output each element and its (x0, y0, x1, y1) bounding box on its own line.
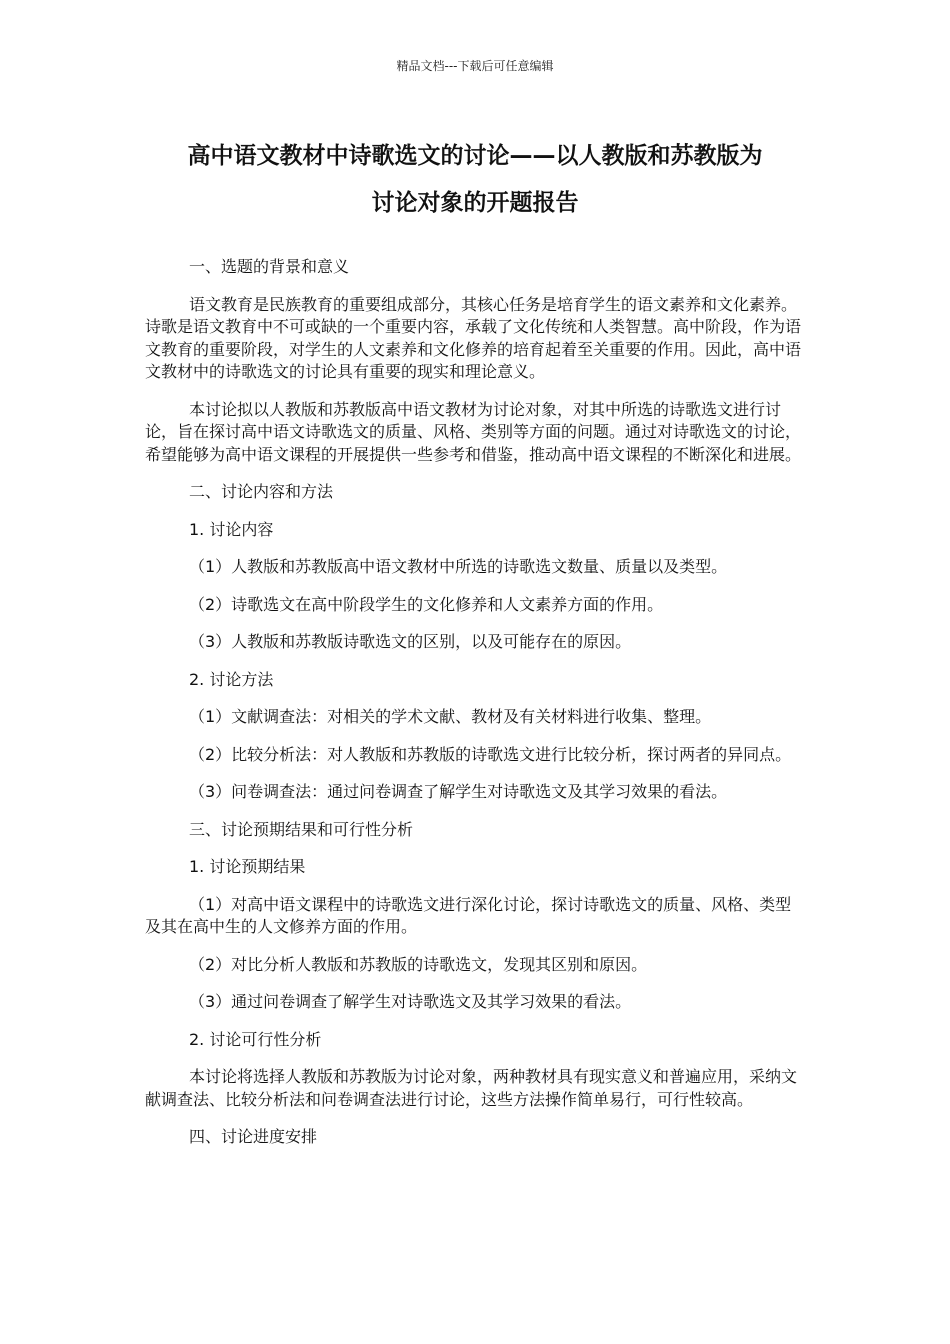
document-title (80, 133, 870, 227)
subsection-heading: 2. 讨论可行性分析 (189, 1029, 322, 1049)
list-item: （1）人教版和苏教版高中语文教材中所选的诗歌选文数量、质量以及类型。 (189, 557, 728, 576)
paragraph: 语文教育是民族教育的重要组成部分，其核心任务是培育学生的语文素养和文化素养。诗歌是语文教育中不可或缺的一个重要内容，承载了文化传统和人类智慧。高中阶段，作为语文教育的重要阶段，对学生的人文素养和文化修养的培育起着至关重要的作用。因此，高中语文教材中的诗歌选文的讨论具有重要的现实和理论意义。 (145, 294, 802, 381)
list-item: （3）问卷调查法：通过问卷调查了解学生对诗歌选文及其学习效果的看法。 (189, 782, 728, 801)
document-body (145, 256, 807, 1164)
section-heading-2: 二、讨论内容和方法 (189, 482, 334, 501)
title-line-1: 高中语文教材中诗歌选文的讨论——以人教版和苏教版为 (187, 143, 763, 169)
section-heading-1: 一、选题的背景和意义 (189, 257, 350, 276)
list-item: （3）人教版和苏教版诗歌选文的区别，以及可能存在的原因。 (189, 632, 632, 651)
list-item: （2）诗歌选文在高中阶段学生的文化修养和人文素养方面的作用。 (189, 594, 664, 614)
subsection-heading: 1. 讨论预期结果 (189, 857, 306, 876)
subsection-heading: 1. 讨论内容 (189, 519, 274, 539)
list-item: （3）通过问卷调查了解学生对诗歌选文及其学习效果的看法。 (189, 992, 632, 1011)
list-item: （2）对比分析人教版和苏教版的诗歌选文，发现其区别和原因。 (189, 954, 648, 974)
title-line-2: 讨论对象的开题报告 (371, 190, 579, 216)
list-item: （1）文献调查法：对相关的学术文献、教材及有关材料进行收集、整理。 (189, 707, 712, 726)
list-item: （2）比较分析法：对人教版和苏教版的诗歌选文进行比较分析，探讨两者的异同点。 (189, 744, 792, 764)
section-heading-3: 三、讨论预期结果和可行性分析 (189, 819, 414, 839)
paragraph: 本讨论拟以人教版和苏教版高中语文教材为讨论对象，对其中所选的诗歌选文进行讨论，旨在探讨高中语文诗歌选文的质量、风格、类别等方面的问题。通过对诗歌选文的讨论，希望能够为高中语文课程的开展提供一些参考和借鉴，推动高中语文课程的不断深化和进展。 (145, 399, 802, 464)
section-heading-4: 四、讨论进度安排 (189, 1127, 318, 1146)
paragraph: 本讨论将选择人教版和苏教版为讨论对象，两种教材具有现实意义和普遍应用，采纳文献调查法、比较分析法和问卷调查法进行讨论，这些方法操作简单易行，可行性较高。 (145, 1067, 798, 1109)
list-item: （1）对高中语文课程中的诗歌选文进行深化讨论，探讨诗歌选文的质量、风格、类型及其在高中生的人文修养方面的作用。 (145, 894, 792, 936)
subsection-heading: 2. 讨论方法 (189, 669, 274, 689)
page-header: 精品文档---下载后可任意编辑 (396, 59, 554, 73)
